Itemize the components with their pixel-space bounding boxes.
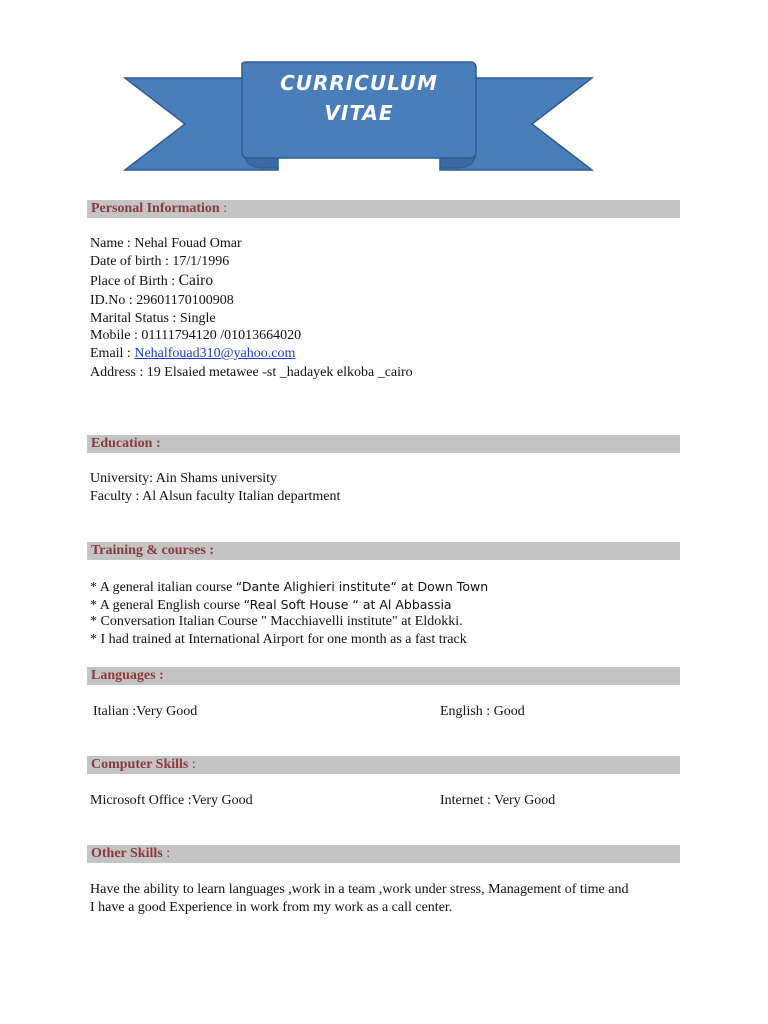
training-item: * A general English course “Real Soft House “ at Al Abbassia bbox=[90, 597, 452, 613]
language-italian: Italian :Very Good bbox=[93, 704, 198, 719]
dob-value: 17/1/1996 bbox=[172, 254, 230, 269]
dob-row: Date of birth : 17/1/1996 bbox=[90, 254, 230, 269]
language-english: English : Good bbox=[440, 704, 525, 719]
personal-info-heading: Personal Information : bbox=[91, 201, 228, 216]
address-row: Address : 19 Elsaied metawee -st _hadayek elkoba _cairo bbox=[90, 365, 413, 380]
title-ribbon bbox=[0, 0, 768, 185]
languages-bar bbox=[87, 667, 680, 685]
training-item: * Conversation Italian Course " Macchiavelli institute" at Eldokki. bbox=[90, 614, 463, 629]
id-value: 29601170100908 bbox=[136, 293, 234, 308]
other-skills-heading: Other Skills : bbox=[91, 846, 171, 861]
training-bar bbox=[87, 542, 680, 560]
email-row: Email : Nehalfouad310@yahoo.com bbox=[90, 346, 296, 361]
address-value: 19 Elsaied metawee -st _hadayek elkoba _cairo bbox=[146, 365, 413, 380]
pob-value: Cairo bbox=[178, 272, 214, 289]
marital-row: Marital Status : Single bbox=[90, 311, 216, 326]
computer-skills-bar bbox=[87, 756, 680, 774]
marital-value: Single bbox=[179, 311, 216, 326]
id-row: ID.No : 29601170100908 bbox=[90, 293, 234, 308]
other-skills-line1: Have the ability to learn languages ,work in a team ,work under stress, Management of time and bbox=[90, 882, 629, 897]
training-item: * A general italian course “Dante Alighieri institute“ at Down Town bbox=[90, 579, 489, 595]
email-link[interactable]: Nehalfouad310@yahoo.com bbox=[134, 346, 296, 361]
languages-heading: Languages : bbox=[91, 668, 164, 683]
banner-title bbox=[242, 68, 476, 128]
mobile-row: Mobile : 01111794120 /01013664020 bbox=[90, 328, 302, 343]
education-bar bbox=[87, 435, 680, 453]
computer-skills-heading: Computer Skills : bbox=[91, 757, 196, 772]
name-value: Nehal Fouad Omar bbox=[134, 236, 242, 251]
personal-info-bar bbox=[87, 200, 680, 218]
skill-internet: Internet : Very Good bbox=[440, 793, 556, 808]
pob-row: Place of Birth : Cairo bbox=[90, 272, 214, 289]
training-heading: Training & courses : bbox=[91, 543, 215, 558]
faculty-line: Faculty : Al Alsun faculty Italian department bbox=[90, 489, 341, 504]
skill-office: Microsoft Office :Very Good bbox=[90, 793, 253, 808]
mobile-value: 01111794120 /01013664020 bbox=[141, 328, 302, 343]
banner-title-line1: CURRICULUM bbox=[280, 71, 438, 95]
name-row: Name : Nehal Fouad Omar bbox=[90, 236, 242, 251]
training-item: * I had trained at International Airport for one month as a fast track bbox=[90, 632, 467, 647]
education-heading: Education : bbox=[91, 436, 161, 451]
other-skills-line2: I have a good Experience in work from my work as a call center. bbox=[90, 900, 453, 915]
other-skills-bar bbox=[87, 845, 680, 863]
university-line: University: Ain Shams university bbox=[90, 471, 278, 486]
banner-title-line2: VITAE bbox=[324, 101, 394, 125]
